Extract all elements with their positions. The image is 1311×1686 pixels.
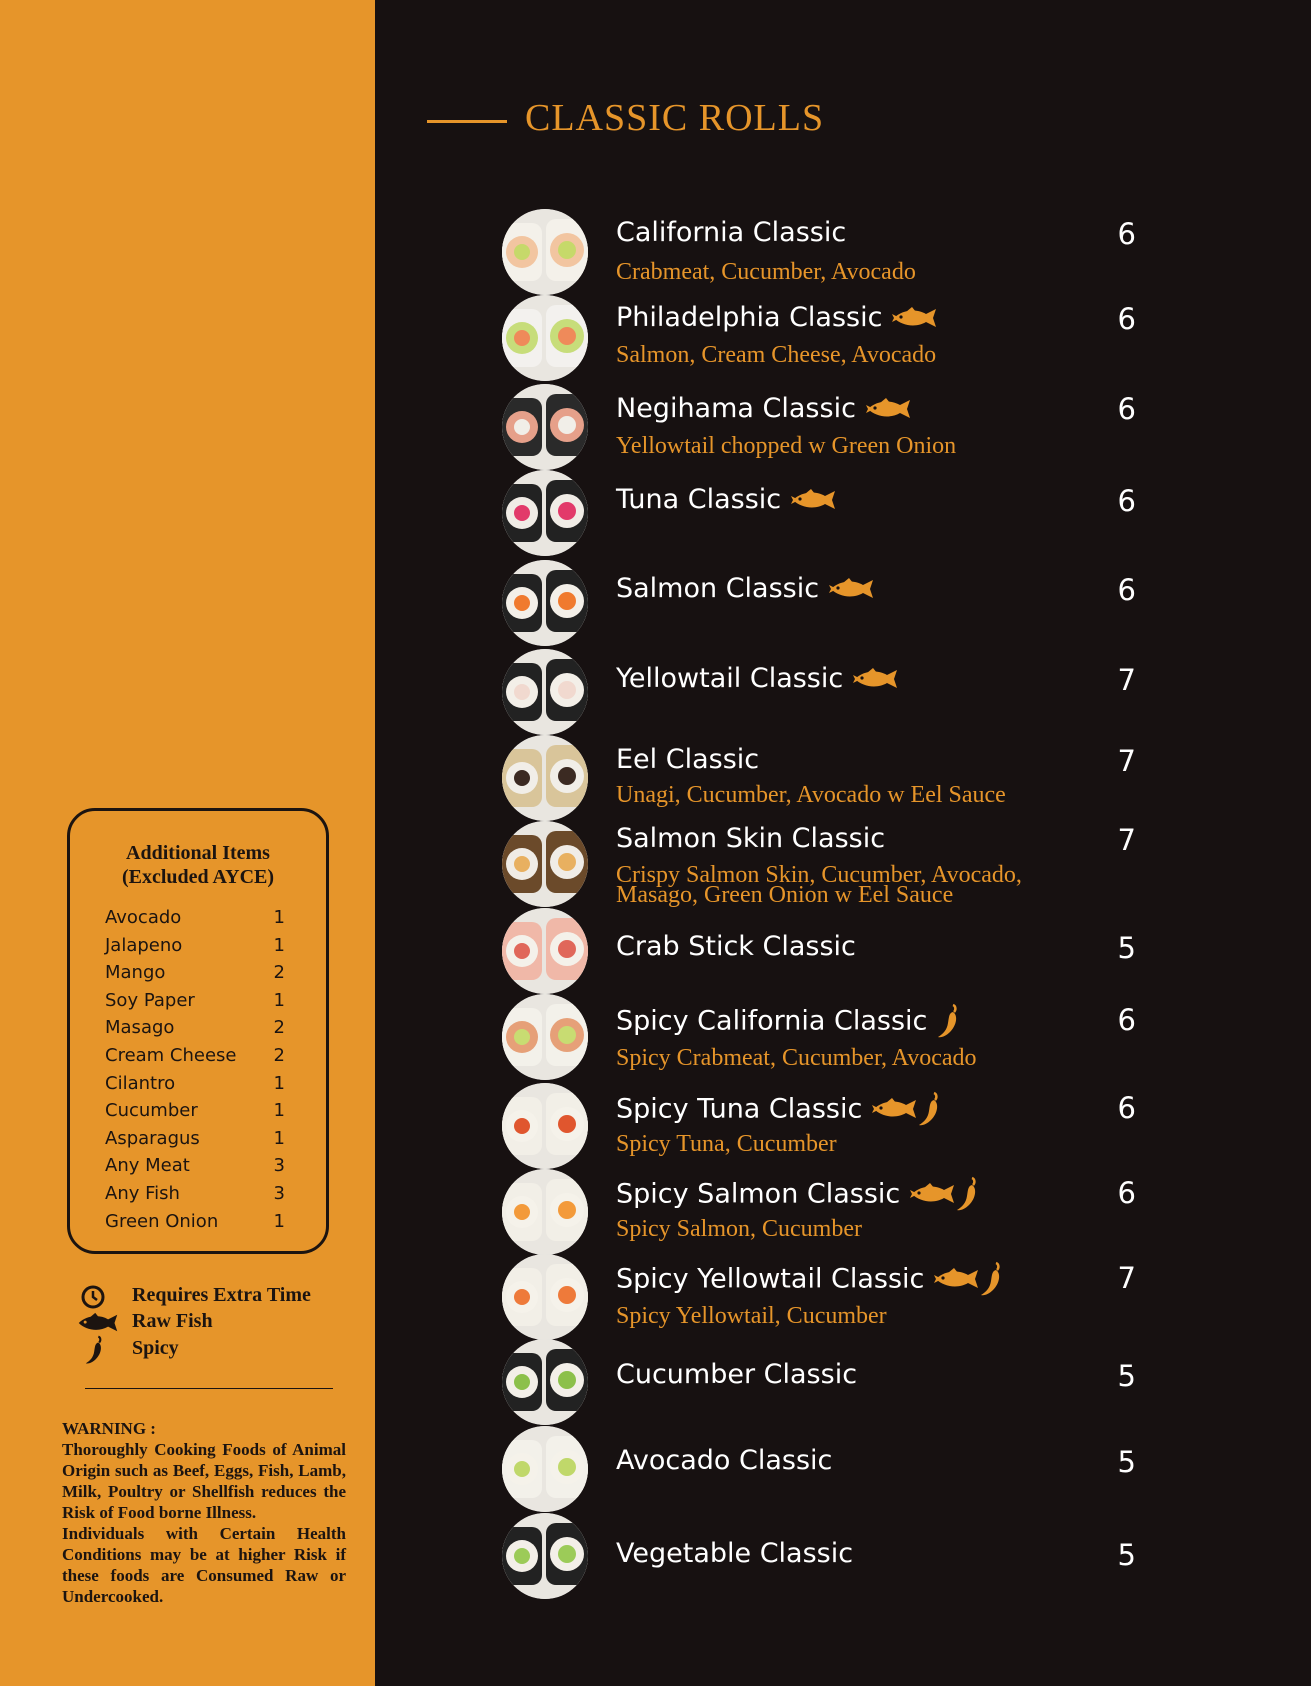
- roll-photo: [502, 908, 588, 994]
- spicy-icon: [937, 1012, 961, 1029]
- sidebar: [0, 0, 375, 1686]
- additional-item-name: Mango: [105, 962, 166, 984]
- roll-photo: [502, 560, 588, 646]
- item-price: 6: [1117, 302, 1136, 336]
- roll-photo: [502, 209, 588, 295]
- item-description: Spicy Tuna, Cucumber: [616, 1131, 837, 1157]
- item-price: 6: [1117, 1003, 1136, 1037]
- item-description: Crispy Salmon Skin, Cucumber, Avocado, Masago, Green Onion w Eel Sauce: [616, 862, 1022, 908]
- raw-fish-icon: [866, 399, 912, 416]
- item-name-line: [616, 302, 938, 333]
- item-name: Tuna Classic: [616, 484, 782, 515]
- additional-item-name: Cucumber: [105, 1100, 198, 1122]
- item-name-line: [616, 1538, 853, 1569]
- roll-photo: [502, 994, 588, 1080]
- additional-item-price: 2: [273, 962, 285, 984]
- item-description: Spicy Crabmeat, Cucumber, Avocado: [616, 1045, 977, 1071]
- roll-photo: [502, 470, 588, 556]
- additional-item-price: 3: [273, 1183, 285, 1204]
- item-description: Spicy Yellowtail, Cucumber: [616, 1303, 887, 1329]
- additional-item-name: Any Fish: [105, 1183, 180, 1204]
- roll-photo: [502, 735, 588, 821]
- additional-items-title-line2: (Excluded AYCE): [121, 866, 275, 888]
- additional-item: [105, 935, 285, 961]
- item-price: 7: [1117, 823, 1136, 857]
- additional-item-price: 2: [273, 1017, 285, 1039]
- additional-item-name: Asparagus: [105, 1127, 200, 1149]
- item-name: Spicy Salmon Classic: [616, 1178, 901, 1210]
- item-icons: [872, 1091, 942, 1127]
- item-icons: [892, 306, 938, 330]
- additional-item-price: 2: [273, 1045, 285, 1066]
- item-name: Cucumber Classic: [616, 1359, 858, 1390]
- item-name-line: [616, 1445, 832, 1476]
- roll-photo: [502, 1254, 588, 1340]
- raw-fish-icon: [910, 1185, 956, 1202]
- additional-item-name: Any Meat: [105, 1155, 190, 1177]
- raw-fish-icon: [934, 1270, 980, 1287]
- roll-photo: [502, 384, 588, 470]
- roll-photo: [502, 1339, 588, 1425]
- item-price: 6: [1117, 217, 1136, 251]
- additional-item-name: Cream Cheese: [105, 1045, 237, 1066]
- warning-body-2: Individuals with Certain Health Conditions may be at higher Risk if these foods are Consumed Raw or Undercooked.: [62, 1524, 346, 1606]
- item-name: Spicy Tuna Classic: [616, 1093, 863, 1125]
- raw-fish-icon: [892, 308, 938, 325]
- item-price: 6: [1117, 573, 1136, 607]
- item-description: Unagi, Cucumber, Avocado w Eel Sauce: [616, 782, 1006, 808]
- item-name: Vegetable Classic: [616, 1538, 854, 1569]
- item-icons: [866, 397, 912, 421]
- item-icons: [937, 1003, 961, 1039]
- section-title: CLASSIC ROLLS: [525, 97, 825, 139]
- additional-items-title: [70, 841, 326, 889]
- item-icons: [910, 1176, 980, 1212]
- roll-photo: [502, 1513, 588, 1599]
- roll-photo: [502, 295, 588, 381]
- legend-row: [80, 1284, 340, 1310]
- item-icons: [829, 577, 875, 601]
- additional-items-title-line1: Additional Items: [126, 842, 270, 864]
- item-name-line: [616, 663, 899, 694]
- item-name-line: [616, 1261, 1004, 1297]
- item-name-line: [616, 484, 837, 515]
- additional-item-name: Masago: [105, 1017, 175, 1039]
- item-price: 7: [1117, 663, 1136, 697]
- warning-body-1: Thoroughly Cooking Foods of Animal Origin such as Beef, Eggs, Fish, Lamb, Milk, Poultry or Shellfish reduces the Risk of Food borne Illness.: [62, 1440, 346, 1522]
- item-icons: [791, 488, 837, 512]
- additional-item: [105, 1073, 285, 1099]
- raw-fish-icon: [872, 1100, 918, 1117]
- roll-photo: [502, 1083, 588, 1169]
- title-rule: [427, 120, 507, 123]
- additional-items-box: [67, 808, 329, 1254]
- spicy-icon: [956, 1185, 980, 1202]
- legend-label: Raw Fish: [132, 1310, 213, 1332]
- item-icons: [934, 1261, 1004, 1297]
- item-price: 7: [1117, 744, 1136, 778]
- item-name-line: [616, 1176, 980, 1212]
- additional-item-price: 1: [273, 1072, 285, 1094]
- item-price: 5: [1117, 1538, 1136, 1572]
- raw-fish-icon: [791, 490, 837, 507]
- additional-item: [105, 1155, 285, 1181]
- item-price: 6: [1117, 1176, 1136, 1210]
- warning-note: [62, 1418, 346, 1607]
- item-name: Salmon Skin Classic: [616, 823, 886, 854]
- item-name-line: [616, 573, 875, 604]
- item-name-line: [616, 744, 759, 775]
- additional-item-price: 1: [273, 1210, 285, 1232]
- additional-item-name: Cilantro: [105, 1072, 176, 1094]
- item-price: 5: [1117, 1359, 1136, 1393]
- item-description: Crabmeat, Cucumber, Avocado: [616, 259, 916, 285]
- additional-item: [105, 1211, 285, 1237]
- item-name: Spicy Yellowtail Classic: [616, 1263, 925, 1295]
- item-price: 5: [1117, 931, 1136, 965]
- additional-item-price: 1: [273, 934, 285, 956]
- item-icons: [853, 667, 899, 691]
- additional-item: [105, 1045, 285, 1071]
- item-name-line: [616, 1091, 942, 1127]
- sidebar-divider: [85, 1388, 333, 1389]
- item-name-line: [616, 217, 846, 248]
- additional-item: [105, 1183, 285, 1209]
- additional-item-name: Avocado: [105, 907, 182, 928]
- item-name: Eel Classic: [616, 744, 760, 775]
- additional-item: [105, 990, 285, 1016]
- additional-item-name: Soy Paper: [105, 989, 195, 1011]
- roll-photo: [502, 1169, 588, 1255]
- item-name: Salmon Classic: [616, 573, 820, 604]
- roll-photo: [502, 1426, 588, 1512]
- spicy-icon: [918, 1100, 942, 1117]
- additional-item: [105, 962, 285, 988]
- roll-photo: [502, 821, 588, 907]
- item-price: 6: [1117, 392, 1136, 426]
- item-price: 6: [1117, 484, 1136, 518]
- main-menu: [375, 0, 1311, 1686]
- additional-item-name: Jalapeno: [105, 934, 183, 956]
- item-name: Spicy California Classic: [616, 1005, 928, 1037]
- roll-photo: [502, 649, 588, 735]
- additional-item: [105, 1128, 285, 1154]
- additional-item-price: 1: [273, 907, 285, 928]
- raw-fish-icon: [829, 579, 875, 596]
- additional-item-price: 1: [273, 989, 285, 1011]
- item-name-line: [616, 393, 912, 424]
- item-price: 6: [1117, 1091, 1136, 1125]
- spicy-icon: [84, 1335, 106, 1370]
- item-description: Spicy Salmon, Cucumber: [616, 1216, 862, 1242]
- item-name-line: [616, 1359, 857, 1390]
- additional-item-price: 1: [273, 1127, 285, 1149]
- item-price: 7: [1117, 1261, 1136, 1295]
- item-description: Yellowtail chopped w Green Onion: [616, 433, 957, 459]
- legend-row: [80, 1337, 340, 1363]
- item-name: Philadelphia Classic: [616, 302, 883, 333]
- additional-item-name: Green Onion: [105, 1210, 219, 1232]
- item-description: Salmon, Cream Cheese, Avocado: [616, 342, 937, 368]
- item-name: California Classic: [616, 217, 847, 248]
- legend-label: Spicy: [132, 1337, 179, 1359]
- legend-row: [80, 1310, 340, 1336]
- item-name-line: [616, 1003, 961, 1039]
- item-name: Negihama Classic: [616, 393, 856, 424]
- spicy-icon: [980, 1270, 1004, 1287]
- item-name: Yellowtail Classic: [616, 663, 844, 694]
- additional-item-price: 1: [273, 1100, 285, 1122]
- warning-title: WARNING :: [62, 1419, 156, 1438]
- additional-item: [105, 1017, 285, 1043]
- item-name: Avocado Classic: [616, 1445, 833, 1476]
- item-name-line: [616, 931, 856, 962]
- raw-fish-icon: [853, 669, 899, 686]
- item-price: 5: [1117, 1445, 1136, 1479]
- item-name: Crab Stick Classic: [616, 931, 856, 962]
- additional-item-price: 3: [273, 1155, 285, 1177]
- additional-item: [105, 1100, 285, 1126]
- additional-item: [105, 907, 285, 933]
- legend-label: Requires Extra Time: [132, 1284, 311, 1306]
- item-name-line: [616, 823, 885, 854]
